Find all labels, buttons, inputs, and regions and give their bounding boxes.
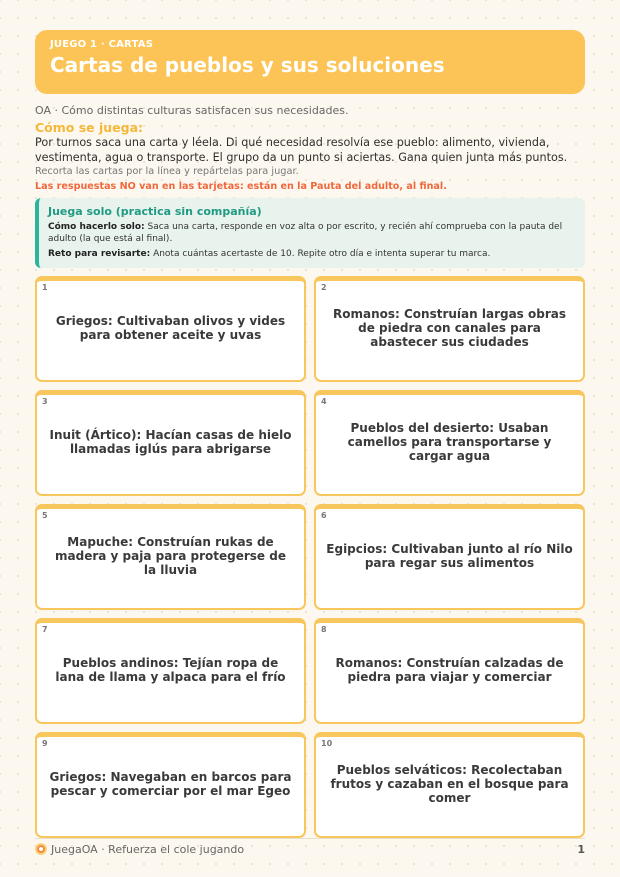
- card-text: Pueblos del desierto: Usaban camellos para transportarse y cargar agua: [347, 420, 552, 463]
- solo-how-label: Cómo hacerlo solo:: [48, 222, 145, 232]
- card-number: 3: [42, 397, 48, 406]
- answers-warning: Las respuestas NO van en las tarjetas: están en la Pauta del adulto, al final.: [35, 181, 447, 192]
- card-number: 4: [321, 397, 327, 406]
- card-number: 7: [42, 625, 48, 634]
- card-text: Romanos: Construían calzadas de piedra para viajar y comerciar: [335, 655, 564, 684]
- card-3: [35, 390, 306, 496]
- card-number: 10: [321, 739, 333, 748]
- game-label: JUEGO 1 · CARTAS: [50, 39, 154, 50]
- card-number: 1: [42, 283, 48, 292]
- footer-divider: [35, 838, 585, 839]
- howto-heading: Cómo se juega:: [35, 120, 144, 135]
- card-text: Egipcios: Cultivaban junto al río Nilo para regar sus alimentos: [326, 541, 573, 570]
- card-2: [314, 276, 585, 382]
- card-number: 9: [42, 739, 48, 748]
- solo-challenge-text: Anota cuántas acertaste de 10. Repite otro día e intenta superar tu marca.: [153, 249, 491, 259]
- card-1: [35, 276, 306, 382]
- card-text: Inuit (Ártico): Hacían casas de hielo llamadas iglús para abrigarse: [49, 427, 292, 456]
- page-header: [35, 30, 585, 94]
- card-6: [314, 504, 585, 610]
- howto-text: Por turnos saca una carta y léela. Di qué necesidad resolvía ese pueblo: alimento, vivienda, vestimenta, agua o transporte. El grupo da un punto si aciertas. Gana quien junta más puntos.: [35, 136, 568, 164]
- solo-challenge-label: Reto para revisarte:: [48, 249, 151, 259]
- card-8: [314, 618, 585, 724]
- solo-challenge: [48, 248, 575, 260]
- card-7: [35, 618, 306, 724]
- card-number: 2: [321, 283, 327, 292]
- page-number: 1: [577, 843, 585, 856]
- card-number: 8: [321, 625, 327, 634]
- card-text: Griegos: Cultivaban olivos y vides para obtener aceite y uvas: [55, 313, 286, 342]
- solo-how-text: Saca una carta, responde en voz alta o por escrito, y recién ahí comprueba con la pauta del adulto (la que está al final).: [48, 222, 563, 244]
- card-text: Pueblos selváticos: Recolectaban frutos y cazaban en el bosque para comer: [330, 762, 569, 805]
- card-text: Romanos: Construían largas obras de piedra con canales para abastecer sus ciudades: [333, 306, 566, 349]
- card-9: [35, 732, 306, 838]
- solo-play-box: [35, 198, 585, 268]
- card-text: Pueblos andinos: Tejían ropa de lana de llama y alpaca para el frío: [55, 655, 286, 684]
- page-title: Cartas de pueblos y sus soluciones: [50, 53, 445, 77]
- card-text: Mapuche: Construían rukas de madera y paja para protegerse de la lluvia: [55, 534, 286, 577]
- solo-title: Juega solo (practica sin compañía): [48, 205, 262, 218]
- card-4: [314, 390, 585, 496]
- card-number: 5: [42, 511, 48, 520]
- card-10: [314, 732, 585, 838]
- card-text: Griegos: Navegaban en barcos para pescar y comerciar por el mar Egeo: [49, 769, 292, 798]
- solo-how: [48, 221, 575, 245]
- target-icon: [35, 843, 47, 855]
- footer-brand: JuegaOA · Refuerza el cole jugando: [51, 843, 245, 856]
- card-number: 6: [321, 511, 327, 520]
- card-5: [35, 504, 306, 610]
- learning-objective: OA · Cómo distintas culturas satisfacen sus necesidades.: [35, 104, 349, 117]
- cut-note: Recorta las cartas por la línea y repártelas para jugar.: [35, 166, 299, 177]
